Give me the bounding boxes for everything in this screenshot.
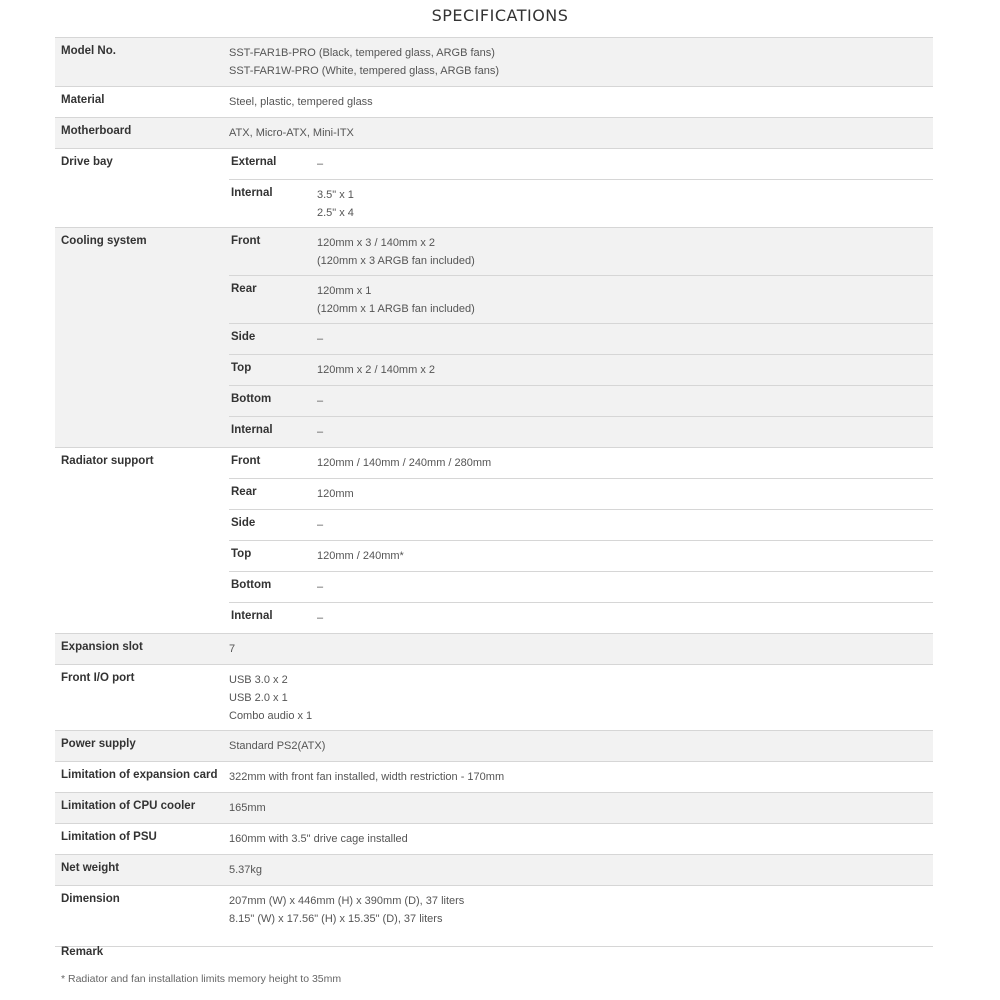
- spec-row-power-supply: [55, 731, 933, 762]
- spec-label: Cooling system: [61, 235, 147, 247]
- spec-row-model: [55, 38, 933, 87]
- sub-label: Bottom: [231, 393, 272, 405]
- spec-value: 207mm (W) x 446mm (H) x 390mm (D), 37 liters 8.15" (W) x 17.56" (H) x 15.35" (D), 37 liters: [229, 895, 465, 925]
- spec-value: ATX, Micro-ATX, Mini-ITX: [229, 127, 354, 139]
- spec-value: 5.37kg: [229, 864, 263, 876]
- spec-row-net-weight: [55, 855, 933, 886]
- spec-label: Motherboard: [61, 125, 132, 137]
- sub-label: Rear: [231, 283, 257, 295]
- subrow-top: [229, 541, 933, 572]
- spec-label: Expansion slot: [61, 641, 143, 653]
- spec-row-material: [55, 87, 933, 118]
- sub-label: External: [231, 156, 277, 168]
- subrow-bottom: [229, 572, 933, 603]
- spec-row-motherboard: [55, 118, 933, 149]
- sub-label: Front: [231, 235, 261, 247]
- sub-label: Front: [231, 455, 261, 467]
- sub-value: –: [317, 395, 324, 407]
- spec-subtable: [229, 228, 933, 447]
- sub-value: 3.5" x 1 2.5" x 4: [317, 189, 354, 219]
- spec-label: Radiator support: [61, 455, 154, 467]
- sub-value: 120mm x 3 / 140mm x 2 (120mm x 3 ARGB fan included): [317, 237, 475, 267]
- page-title: SPECIFICATIONS: [431, 6, 569, 25]
- sub-value: 120mm: [317, 488, 354, 500]
- subrow-front: [229, 448, 933, 479]
- sub-value: 120mm / 240mm*: [317, 550, 404, 562]
- spec-row-limitation-card: [55, 762, 933, 793]
- spec-value: Steel, plastic, tempered glass: [229, 96, 373, 108]
- spec-row-expansion-slot: [55, 634, 933, 665]
- spec-label: Material: [61, 94, 105, 106]
- sub-label: Side: [231, 331, 256, 343]
- spec-label: Dimension: [61, 893, 120, 905]
- spec-row-limitation-psu: [55, 824, 933, 855]
- sub-label: Top: [231, 362, 252, 374]
- subrow-internal: [229, 180, 933, 227]
- spec-row-drive-bay: [55, 149, 933, 228]
- spec-subtable: [229, 448, 933, 633]
- subrow-side: [229, 510, 933, 541]
- subrow-internal: [229, 417, 933, 447]
- spec-label: Model No.: [61, 45, 116, 57]
- sub-label: Internal: [231, 424, 273, 436]
- subrow-internal: [229, 603, 933, 633]
- spec-label: Limitation of PSU: [61, 831, 157, 843]
- sub-value: 120mm x 1 (120mm x 1 ARGB fan included): [317, 285, 475, 315]
- spec-label: Power supply: [61, 738, 136, 750]
- spec-label: Limitation of CPU cooler: [61, 800, 196, 812]
- subrow-rear: [229, 479, 933, 510]
- subrow-bottom: [229, 386, 933, 417]
- spec-value: 7: [229, 643, 236, 655]
- subrow-external: [229, 149, 933, 180]
- spec-label: Drive bay: [61, 156, 113, 168]
- spec-value: 322mm with front fan installed, width restriction - 170mm: [229, 771, 505, 783]
- spec-subtable: [229, 149, 933, 227]
- sub-label: Bottom: [231, 579, 272, 591]
- spec-row-limitation-cpu: [55, 793, 933, 824]
- spec-value: SST-FAR1B-PRO (Black, tempered glass, ARGB fans) SST-FAR1W-PRO (White, tempered glass, ARGB fans): [229, 47, 499, 77]
- sub-label: Top: [231, 548, 252, 560]
- subrow-rear: [229, 276, 933, 324]
- sub-label: Internal: [231, 610, 273, 622]
- subrow-front: [229, 228, 933, 276]
- spec-value: 165mm: [229, 802, 266, 814]
- sub-value: –: [317, 581, 324, 593]
- sub-value: 120mm / 140mm / 240mm / 280mm: [317, 457, 492, 469]
- remark-note: * Radiator and fan installation limits memory height to 35mm: [61, 973, 342, 985]
- spec-row-cooling: [55, 228, 933, 448]
- spec-value: 160mm with 3.5" drive cage installed: [229, 833, 408, 845]
- spec-label: Limitation of expansion card: [61, 769, 218, 781]
- sub-label: Internal: [231, 187, 273, 199]
- subrow-top: [229, 355, 933, 386]
- spec-row-front-io: [55, 665, 933, 731]
- sub-value: –: [317, 333, 324, 345]
- sub-value: 120mm x 2 / 140mm x 2: [317, 364, 435, 376]
- sub-label: Side: [231, 517, 256, 529]
- spec-label: Net weight: [61, 862, 120, 874]
- specifications-table: [55, 37, 933, 947]
- spec-row-dimension: [55, 886, 933, 947]
- spec-value: USB 3.0 x 2 USB 2.0 x 1 Combo audio x 1: [229, 674, 313, 722]
- spec-row-radiator: [55, 448, 933, 634]
- spec-label: Front I/O port: [61, 672, 135, 684]
- sub-value: –: [317, 426, 324, 438]
- sub-value: –: [317, 519, 324, 531]
- sub-value: –: [317, 612, 324, 624]
- sub-label: Rear: [231, 486, 257, 498]
- spec-value: Standard PS2(ATX): [229, 740, 326, 752]
- remark-heading: Remark: [61, 946, 104, 958]
- subrow-side: [229, 324, 933, 355]
- sub-value: –: [317, 158, 324, 170]
